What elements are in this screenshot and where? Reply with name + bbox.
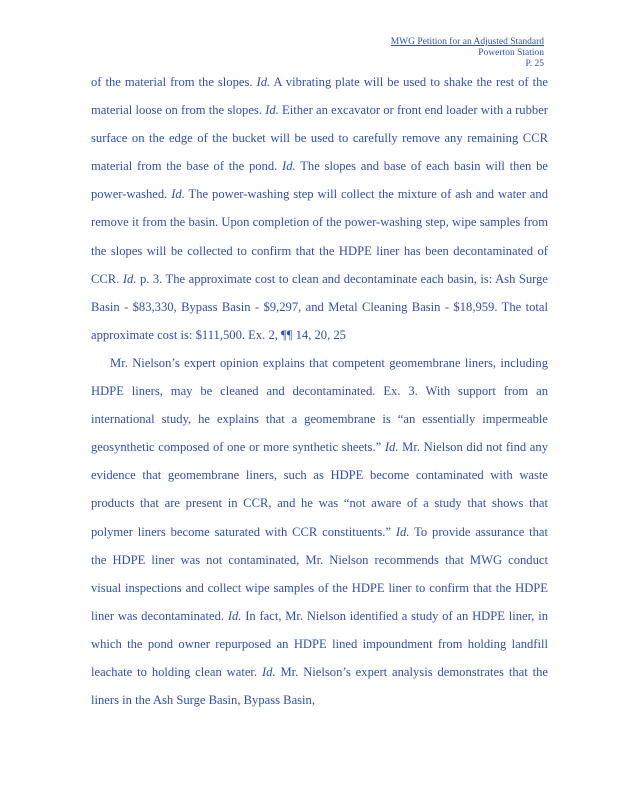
text-run: of the material from the slopes. [91, 75, 257, 89]
text-run: The power-washing step will collect the mixture of ash and water and remove it from the basin. Upon completion of the power-washing step, wipe samples from the slopes will be collected to confirm that the HDPE liner has been decontaminated of CCR. [91, 187, 548, 286]
header-station: Powerton Station [478, 48, 544, 58]
paragraph-continued [91, 68, 548, 349]
citation: Id. [122, 271, 137, 286]
paragraph-nielson-opinion [91, 349, 548, 714]
citation: Id. [265, 103, 279, 118]
header-page-number: P. 25 [525, 59, 544, 69]
citation: Id. [282, 159, 296, 174]
text-run: The slopes and base of each basin will then be power-washed. [91, 159, 549, 202]
citation: Id. [227, 608, 242, 623]
text-run: To provide assurance that the HDPE liner was not contaminated, Mr. Nielson recommends that MWG conduct visual inspections and collect wipe samples of the HDPE liner to confirm that the HDPE liner was decontaminated. [91, 524, 549, 623]
body-text [91, 68, 548, 714]
text-run: Mr. Nielson’s expert analysis demonstrates that the liners in the Ash Surge Basin, Bypass Basin, [91, 664, 548, 708]
citation: Id. [261, 664, 276, 679]
text-run: Mr. Nielson did not find any evidence that geomembrane liners, such as HDPE become contaminated with waste products that are present in CCR, and he was “not aware of a study that shows that polymer liners become saturated with CCR constituents.” [91, 440, 548, 539]
citation: Id. [395, 524, 410, 539]
text-run: p. 3. The approximate cost to clean and decontaminate each basin, is: Ash Surge Basin - $83,330, Bypass Basin - $9,297, and Metal Cleaning Basin - $18,959. The total approximate cost is: $111,500. Ex. 2, ¶¶ 14, 20, 25 [91, 271, 548, 342]
page-header [391, 37, 544, 70]
text-run: A vibrating plate will be used to shake the rest of the material loose on from the slopes. [91, 75, 548, 118]
header-title: MWG Petition for an Adjusted Standard [390, 37, 544, 47]
text-run: In fact, Mr. Nielson identified a study of an HDPE liner, in which the pond owner repurposed an HDPE lined impoundment from holding landfill leachate to holding clean water. [91, 608, 548, 679]
citation: Id. [171, 187, 185, 202]
citation: Id. [256, 75, 271, 89]
text-run: Either an excavator or front end loader with a rubber surface on the edge of the bucket will be used to carefully remove any remaining CCR material from the base of the pond. [91, 103, 548, 174]
text-run: Mr. Nielson’s expert opinion explains that competent geomembrane liners, including HDPE liners, may be cleaned and decontaminated. Ex. 3. With support from an international study, he explains that a geomembrane is “an essentially impermeable geosynthetic composed of one or more synthetic sheets.” [91, 355, 548, 455]
citation: Id. [384, 440, 399, 455]
